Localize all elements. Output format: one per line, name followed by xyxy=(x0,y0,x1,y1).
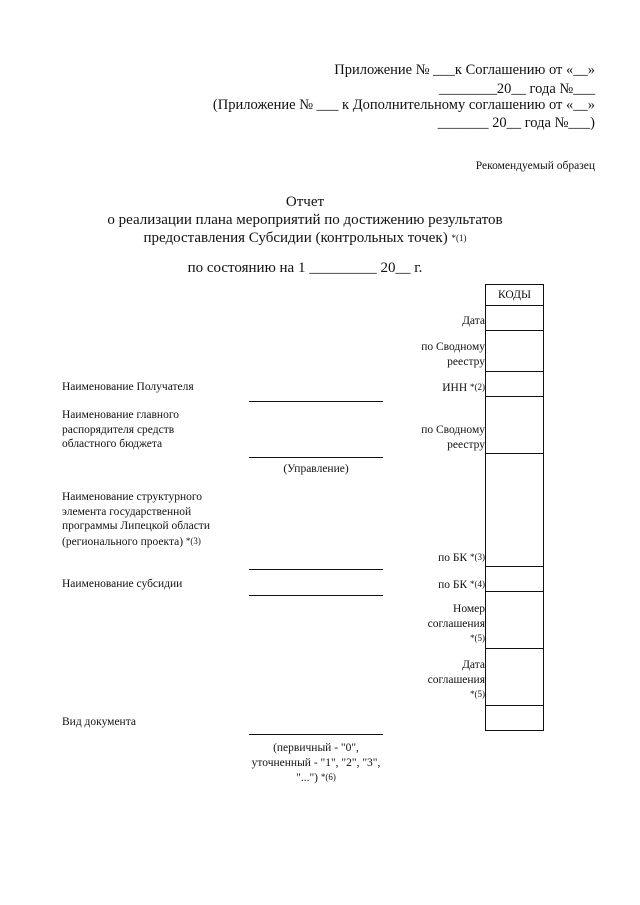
label-bk-1 xyxy=(395,550,485,566)
code-cell-bk-2[interactable] xyxy=(485,566,544,592)
code-cell-svod-1[interactable] xyxy=(485,330,544,372)
code-cell-date[interactable] xyxy=(485,305,544,331)
note-management: (Управление) xyxy=(283,463,349,475)
label-agreement-date-text: Дата соглашения xyxy=(427,659,485,686)
footnote-ref: *(3) xyxy=(470,552,485,562)
code-cell-agreement-number[interactable] xyxy=(485,591,544,649)
footnote-ref: *(5) xyxy=(470,689,485,699)
field-doc-type-line[interactable] xyxy=(249,734,383,735)
field-recipient-line[interactable] xyxy=(249,401,383,402)
label-svod-1: по Сводному реестру xyxy=(421,341,485,368)
label-doc-type: Вид документа xyxy=(62,716,136,728)
label-inn xyxy=(395,380,485,396)
field-subsidy-line[interactable] xyxy=(249,595,383,596)
footnote-ref: *(5) xyxy=(470,633,485,643)
footnote-ref: *(2) xyxy=(470,382,485,392)
footnote-ref: *(1) xyxy=(451,233,467,243)
field-main-manager-line[interactable] xyxy=(249,457,383,458)
footnote-ref: *(3) xyxy=(185,535,201,546)
footnote-ref: *(6) xyxy=(320,772,336,782)
code-cell-svod-2[interactable] xyxy=(485,396,544,454)
label-structural-element xyxy=(62,490,227,549)
report-subtitle-2 xyxy=(0,230,610,247)
report-subtitle-2-text: предоставления Субсидии (контрольных точек) xyxy=(143,230,448,246)
note-doc-type-hint xyxy=(249,741,383,786)
sample-note: Рекомендуемый образец xyxy=(475,160,595,172)
codes-table xyxy=(485,284,544,734)
codes-header: КОДЫ xyxy=(485,284,544,306)
note-doc-type-hint-text: (первичный - "0", уточненный - "1", "2", "3", "...") xyxy=(251,742,381,784)
code-cell-bk-1[interactable] xyxy=(485,453,544,567)
label-inn-text: ИНН xyxy=(442,382,468,394)
header-line-1: Приложение № ___к Соглашению от «__» xyxy=(334,62,595,78)
label-bk-2 xyxy=(395,577,485,593)
report-title: Отчет xyxy=(285,194,325,210)
header-line-2: ________20__ года №___ xyxy=(438,81,595,97)
label-date: Дата xyxy=(462,315,485,327)
header-line-4: _______ 20__ года №___) xyxy=(437,115,595,131)
label-subsidy: Наименование субсидии xyxy=(62,578,183,590)
report-subtitle-1: о реализации плана мероприятий по достижению результатов xyxy=(107,212,503,228)
report-date-line: по состоянию на 1 _________ 20__ г. xyxy=(187,260,423,276)
label-agreement-number-text: Номер соглашения xyxy=(427,603,485,630)
label-svod-2: по Сводному реестру xyxy=(421,424,485,451)
label-bk-2-text: по БК xyxy=(438,579,468,591)
code-cell-doc-type[interactable] xyxy=(485,705,544,731)
code-cell-inn[interactable] xyxy=(485,371,544,397)
footnote-ref: *(4) xyxy=(470,579,485,589)
label-recipient: Наименование Получателя xyxy=(62,381,194,393)
label-structural-element-text: Наименование структурного элемента государственной программы Липецкой области (регионального проекта) xyxy=(62,491,210,548)
label-agreement-number xyxy=(415,602,485,647)
field-structural-line[interactable] xyxy=(249,569,383,570)
label-main-manager: Наименование главного распорядителя средств областного бюджета xyxy=(62,409,180,450)
label-bk-1-text: по БК xyxy=(438,552,468,564)
label-agreement-date xyxy=(415,658,485,703)
header-line-3: (Приложение № ___ к Дополнительному соглашению от «__» xyxy=(212,97,595,113)
code-cell-agreement-date[interactable] xyxy=(485,648,544,706)
